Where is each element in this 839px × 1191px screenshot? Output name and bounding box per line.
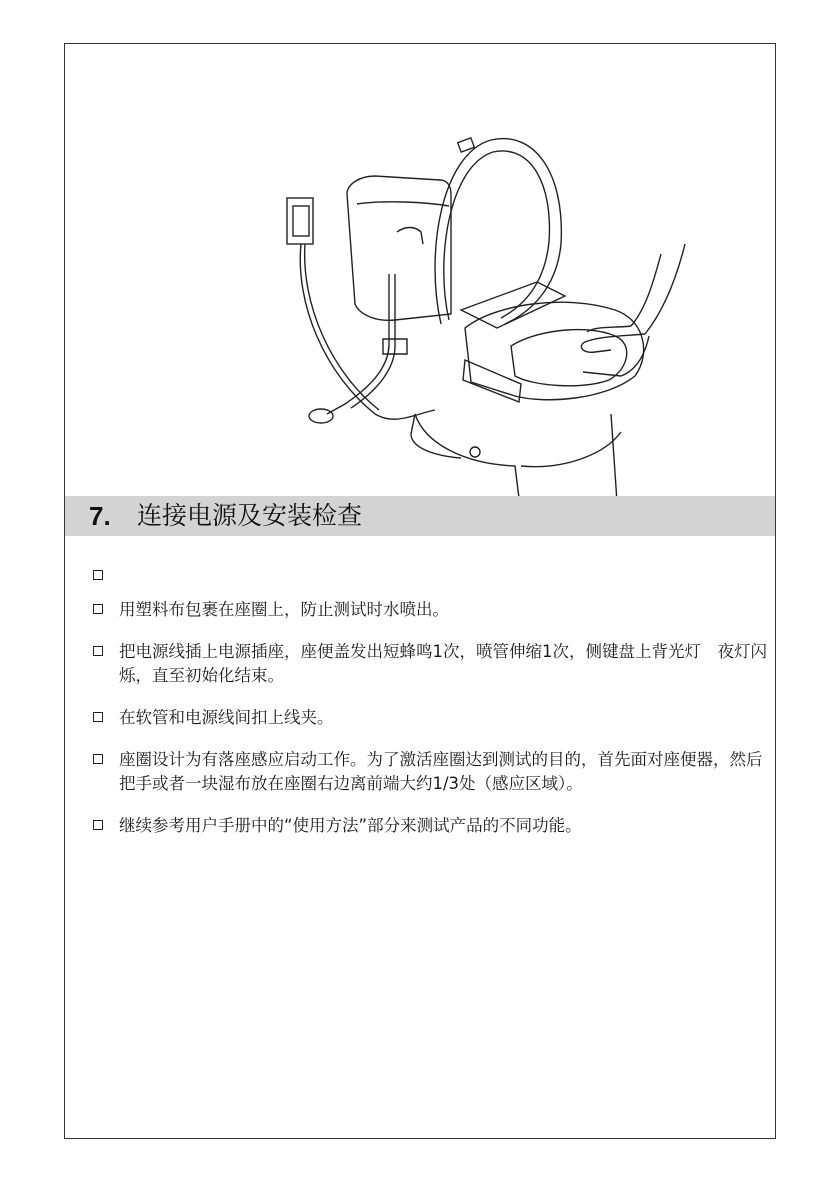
checkbox-square-icon <box>93 570 103 580</box>
list-item-text: 把电源线插上电源插座，座便盖发出短蜂鸣1次，喷管伸缩1次，侧键盘上背光灯 夜灯闪烁，直至初始化结束。 <box>119 642 767 685</box>
list-item-text: 座圈设计为有落座感应启动工作。为了激活座圈达到测试的目的，首先面对座便器，然后把手或者一块湿布放在座圈右边离前端大约1/3处（感应区域）。 <box>119 750 763 793</box>
checkbox-square-icon <box>93 712 103 722</box>
list-item <box>91 564 771 588</box>
list-item <box>91 814 771 838</box>
checkbox-square-icon <box>93 820 103 830</box>
list-item <box>91 640 771 688</box>
list-item-text: 继续参考用户手册中的“使用方法”部分来测试产品的不同功能。 <box>119 816 582 835</box>
toilet-installation-illustration <box>265 114 725 534</box>
checkbox-square-icon <box>93 604 103 614</box>
list-item-text: 用塑料布包裹在座圈上，防止测试时水喷出。 <box>119 600 449 619</box>
checkbox-square-icon <box>93 754 103 764</box>
section-title: 连接电源及安装检查 <box>137 501 363 530</box>
section-number: 7. <box>89 501 111 531</box>
list-item-text: 在软管和电源线间扣上线夹。 <box>119 708 334 727</box>
list-item <box>91 748 771 796</box>
list-item <box>91 598 771 622</box>
list-item <box>91 706 771 730</box>
section-header <box>65 496 775 536</box>
checkbox-square-icon <box>93 646 103 656</box>
page-frame <box>64 43 776 1139</box>
instruction-list <box>91 564 771 856</box>
